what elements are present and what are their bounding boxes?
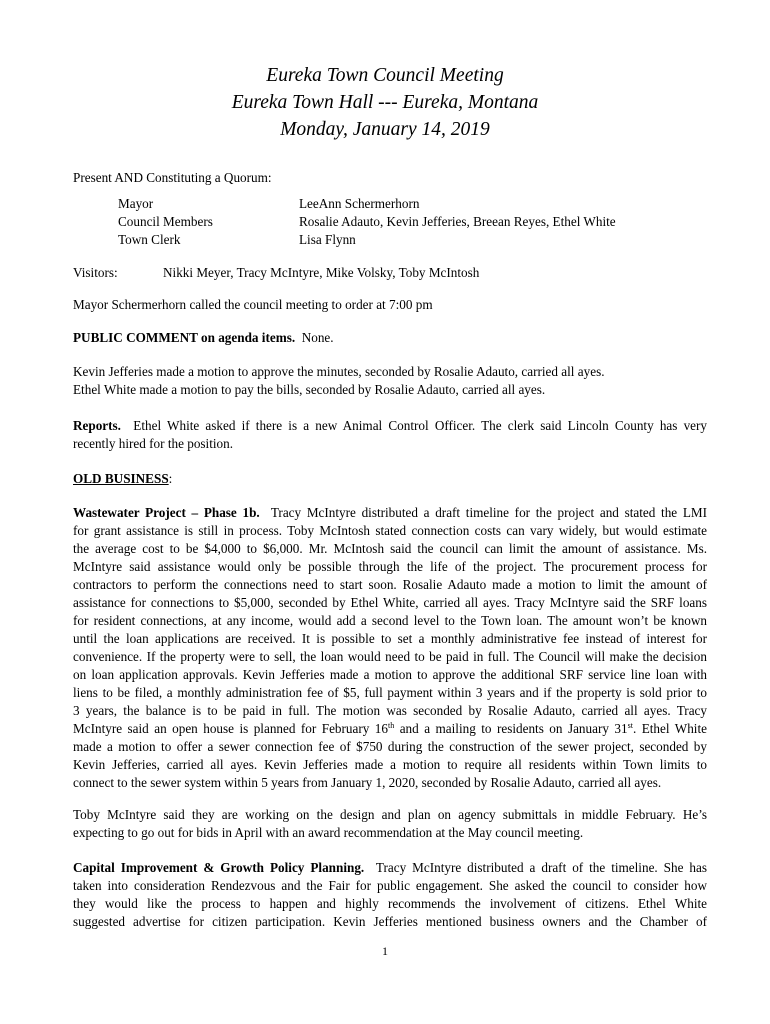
quorum-name-clerk: Lisa Flynn [299,232,356,247]
reports-paragraph [73,417,707,453]
header-date: Monday, January 14, 2019 [280,119,490,140]
quorum-name-council: Rosalie Adauto, Kevin Jefferies, Breean Reyes, Ethel White [299,214,616,229]
header-title: Eureka Town Council Meeting [266,65,504,86]
wastewater-line: until the loan applications are received. It is possible to set a monthly administrative fee instead of interest for [73,631,707,646]
capital-line: they would like the process to happen and highly recommends the involvement of citizens. Ethel White [73,896,707,911]
motion-minutes: Kevin Jefferies made a motion to approve the minutes, seconded by Rosalie Adauto, carried all ayes. [73,364,605,379]
wastewater-line: for grant assistance is still in process. Toby McIntosh stated connection costs can vary widely, but would estimate [73,523,707,538]
capital-line: taken into consideration Rendezvous and the Fair for public engagement. She asked the council to consider how [73,878,707,893]
visitors-label: Visitors: [73,265,118,280]
wastewater-line: liens to be filed, a monthly administration fee of $5, full payment within 3 years and if the property is sold prior to [73,685,707,700]
capital-line: suggested advertise for citizen participation. Kevin Jefferies mentioned business owners and the Chamber of [73,914,707,929]
motion-bills: Ethel White made a motion to pay the bills, seconded by Rosalie Adauto, carried all ayes. [73,382,546,397]
wastewater-line: McIntyre said assistance would only be possible through the life of the project. The procurement process for [73,559,707,574]
quorum-role-council: Council Members [118,214,213,229]
wastewater-line: the average cost to be $4,000 to $6,000. Mr. McIntosh said the council can limit the amount of assistance. Ms. [73,541,707,556]
header-location: Eureka Town Hall --- Eureka, Montana [231,92,539,113]
capital-line: Capital Improvement & Growth Policy Planning. Tracy McIntyre distributed a draft of the timeline. She has [73,860,707,875]
visitors-names: Nikki Meyer, Tracy McIntyre, Mike Volsky, Toby McIntosh [163,265,480,280]
wastewater-line: McIntyre said an open house is planned for February 16th and a mailing to residents on January 31st. Ethel White [73,721,707,736]
public-comment-text: None. [301,330,334,345]
wastewater-paragraph [73,504,707,792]
wastewater-line: contractors to perform the connections need to start soon. Rosalie Adauto made a motion to limit the amount of [73,577,707,592]
quorum-role-mayor: Mayor [118,196,154,211]
meeting-header [0,62,770,143]
wastewater-line: 3 years, the balance is to be paid in full. The motion was seconded by Rosalie Adauto, carried all ayes. Tracy [73,703,707,718]
wastewater-line: for resident connections, at any income, would add a second level to the Town loan. The amount won’t be known [73,613,707,628]
old-business-title: OLD BUSINESS [73,471,169,486]
design-plan-line: expecting to go out for bids in April with an award recommendation at the May council meeting. [73,825,584,840]
wastewater-line: convenience. If the property were to sell, the loan would need to be paid in full. The Council will make the decision [73,649,707,664]
quorum-name-mayor: LeeAnn Schermerhorn [299,196,420,211]
reports-line: recently hired for the position. [73,436,234,451]
wastewater-line: Kevin Jefferies, carried all ayes. Kevin Jefferies made a motion to require all residents within Town limits to [73,757,707,772]
old-business-heading: OLD BUSINESS: [73,471,173,486]
quorum-heading: Present AND Constituting a Quorum: [73,170,272,185]
wastewater-line: made a motion to offer a sewer connection fee of $750 during the construction of the sewer project, seconded by [73,739,707,754]
design-plan-paragraph [73,806,707,842]
reports-label: Reports. [73,418,121,433]
capital-paragraph [73,859,707,931]
quorum-role-clerk: Town Clerk [118,232,181,247]
wastewater-line: on loan application approvals. Kevin Jefferies made a motion to approve the additional SRF service line loan with [73,667,707,682]
wastewater-line: Wastewater Project – Phase 1b. Tracy McIntyre distributed a draft timeline for the project and stated the LMI [73,505,707,520]
public-comment [73,329,334,347]
call-to-order: Mayor Schermerhorn called the council meeting to order at 7:00 pm [73,297,433,312]
page-number: 1 [382,944,388,958]
wastewater-line: assistance for connections to $5,000, seconded by Ethel White, carried all ayes. Tracy McIntyre said the SRF loans [73,595,707,610]
public-comment-label: PUBLIC COMMENT on agenda items. [73,330,296,345]
wastewater-label: Wastewater Project – Phase 1b. [73,505,260,520]
design-plan-line: Toby McIntyre said they are working on the design and plan on agency submittals in middle February. He’s [73,807,707,822]
capital-label: Capital Improvement & Growth Policy Planning. [73,860,365,875]
wastewater-line: connect to the sewer system within 5 years from January 1, 2020, seconded by Rosalie Adauto, carried all ayes. [73,775,662,790]
reports-line: Reports. Ethel White asked if there is a new Animal Control Officer. The clerk said Lincoln County has very [73,418,708,433]
